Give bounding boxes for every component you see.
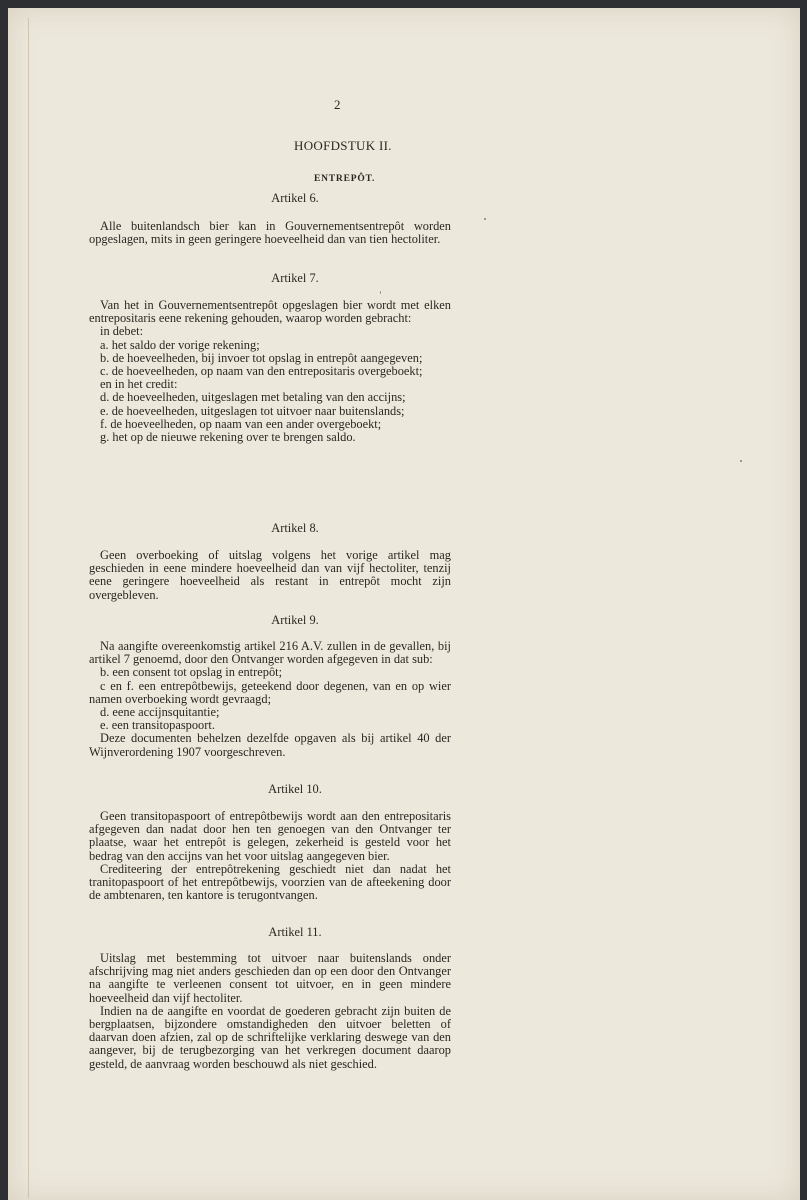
page-number: 2	[334, 97, 341, 112]
article-6-body	[89, 220, 451, 246]
chapter-title: HOOFDSTUK II.	[294, 138, 392, 153]
article-11-heading: Artikel 11.	[268, 925, 322, 939]
article-9-item-d: d. eene accijnsquitantie;	[100, 705, 220, 720]
page-margin-line	[28, 18, 29, 1198]
chapter-subtitle: ENTREPÔT.	[314, 174, 376, 184]
article-9-item-b: b. een consent tot opslag in entrepôt;	[100, 665, 283, 680]
article-9-item-e: e. een transitopaspoort.	[100, 718, 215, 733]
article-9-closing: Deze documenten behelzen dezelfde opgaven als bij artikel 40 der Wijnverordening 1907 voorgeschreven.	[89, 731, 451, 759]
article-11-paragraph-1: Uitslag met bestemming tot uitvoer naar buitenslands onder afschrijving mag niet anders geschieden dan op een door den Ontvanger na aangifte te verleenen consent tot uitvoer, en in geen mindere hoeveelheid dan vijf hectoliter.	[89, 951, 451, 1005]
article-7-item-g: g. het op de nieuwe rekening over te brengen saldo.	[100, 430, 356, 445]
article-7-item-e: e. de hoeveelheden, uitgeslagen tot uitvoer naar buitenslands;	[100, 403, 405, 418]
article-7-paragraph: Van het in Gouvernementsentrepôt opgeslagen bier wordt met elken entrepositaris eene rekening gehouden, waarop worden gebracht:	[89, 298, 451, 326]
article-6-heading: Artikel 6.	[271, 191, 319, 205]
article-9-body	[89, 640, 451, 759]
paper-speck	[484, 218, 486, 220]
article-8-heading: Artikel 8.	[271, 521, 319, 535]
article-7-item-d: d. de hoeveelheden, uitgeslagen met betaling van den accijns;	[100, 390, 406, 405]
article-6-paragraph: Alle buitenlandsch bier kan in Gouvernementsentrepôt worden opgeslagen, mits in geen geringere hoeveelheid dan van tien hectoliter.	[89, 219, 451, 247]
article-7-credit-label: en in het credit:	[100, 377, 178, 392]
article-7-body	[89, 299, 451, 444]
article-11-paragraph-2: Indien na de aangifte en voordat de goederen gebracht zijn buiten de bergplaatsen, bijzondere omstandigheden den uitvoer beletten of daarvan doen afzien, zal op de schriftelijke verklaring deswege van den aangever, bij de terugbezorging van het verkregen document daarop gesteld, de aanvraag worden beschouwd als niet geschied.	[89, 1003, 451, 1071]
article-10-paragraph-1: Geen transitopaspoort of entrepôtbewijs wordt aan den entrepositaris afgegeven dan nadat door hen ten genoegen van den Ontvanger ter plaatse, waar het entrepôt is gelegen, zekerheid is gesteld voor het bedrag van den accijns van het voor uitslag aangegeven bier.	[89, 809, 451, 863]
paper-speck	[380, 291, 381, 294]
document-page	[8, 8, 800, 1200]
article-9-paragraph: Na aangifte overeenkomstig artikel 216 A.V. zullen in de gevallen, bij artikel 7 genoemd, door den Ontvanger worden afgegeven in dat sub:	[89, 639, 451, 667]
article-10-body	[89, 810, 451, 902]
article-10-paragraph-2: Crediteering der entrepôtrekening geschiedt niet dan nadat het tranitopaspoort of het entrepôtbewijs, voorzien van de afteekening door de ambtenaren, ten kantore is terugontvangen.	[89, 861, 451, 903]
article-9-item-c-f: c en f. een entrepôtbewijs, geteekend door degenen, van en op wier namen overboeking wordt gevraagd;	[89, 678, 451, 706]
paper-speck	[740, 460, 742, 462]
article-7-item-f: f. de hoeveelheden, op naam van een ander overgeboekt;	[100, 416, 382, 431]
article-7-item-c: c. de hoeveelheden, op naam van den entrepositaris overgeboekt;	[100, 364, 423, 379]
article-7-item-b: b. de hoeveelheden, bij invoer tot opslag in entrepôt aangegeven;	[100, 350, 423, 365]
article-7-heading: Artikel 7.	[271, 271, 319, 285]
article-9-heading: Artikel 9.	[271, 613, 319, 627]
article-8-paragraph: Geen overboeking of uitslag volgens het vorige artikel mag geschieden in eene mindere hoeveelheid dan van vijf hectoliter, tenzij eene geringere hoeveelheid als restant in entrepôt mocht zijn overgebleven.	[89, 548, 451, 602]
article-8-body	[89, 549, 451, 602]
article-7-debet-label: in debet:	[100, 324, 144, 339]
article-11-body	[89, 952, 451, 1071]
article-7-item-a: a. het saldo der vorige rekening;	[100, 337, 260, 352]
article-10-heading: Artikel 10.	[268, 782, 322, 796]
